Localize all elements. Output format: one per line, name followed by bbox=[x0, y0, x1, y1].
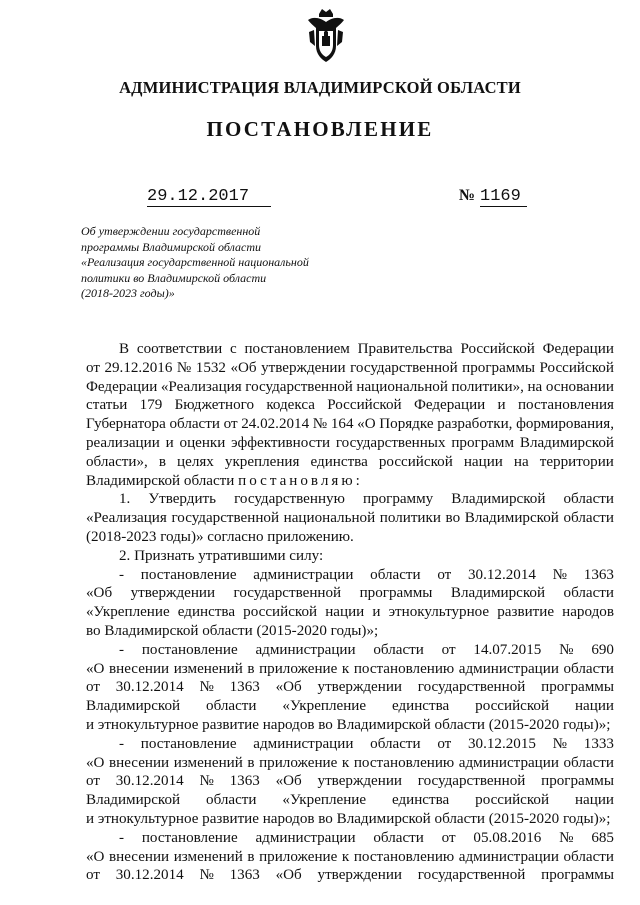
body-line: и этнокультурное развитие народов во Владимирской области (2015-2020 годы)»; bbox=[86, 716, 611, 733]
org-name: АДМИНИСТРАЦИЯ ВЛАДИМИРСКОЙ ОБЛАСТИ bbox=[119, 78, 521, 97]
word: области bbox=[206, 698, 257, 715]
word: № bbox=[312, 416, 328, 433]
word: № bbox=[559, 641, 574, 658]
word: в bbox=[247, 660, 255, 677]
subject-line: Об утверждении государственной bbox=[81, 224, 261, 238]
word: оценки bbox=[179, 434, 226, 451]
word: - bbox=[119, 566, 125, 583]
body-line: и этнокультурное развитие народов во Владимирской области (2015-2020 годы)»; bbox=[86, 810, 611, 827]
word: «О bbox=[357, 416, 376, 433]
word: Правительства bbox=[357, 341, 453, 357]
body-line bbox=[119, 566, 614, 585]
word: утверждении bbox=[317, 867, 402, 884]
word: эффективности bbox=[231, 434, 331, 451]
body-line bbox=[86, 396, 614, 415]
word: от bbox=[223, 416, 238, 433]
word: «О bbox=[86, 660, 105, 677]
word: кодекса bbox=[266, 397, 315, 414]
word: Утвердить bbox=[148, 491, 217, 508]
word: нации bbox=[574, 792, 614, 809]
word: 1363 bbox=[229, 773, 260, 790]
word: 30.12.2014 bbox=[115, 679, 184, 696]
body-line bbox=[86, 453, 614, 472]
word: развитие bbox=[497, 604, 555, 621]
body-line bbox=[86, 434, 614, 453]
word: государственную bbox=[234, 491, 345, 508]
body-line bbox=[86, 678, 614, 697]
word: постановление bbox=[140, 735, 237, 752]
word: Федерации bbox=[413, 397, 486, 414]
word: территории bbox=[539, 453, 614, 470]
word: укрепления bbox=[224, 453, 300, 470]
body-line bbox=[86, 848, 614, 867]
word: области bbox=[206, 792, 257, 809]
word: Владимирской bbox=[464, 510, 559, 527]
word: постановление bbox=[141, 829, 238, 846]
word: области bbox=[563, 491, 614, 508]
word: администрации bbox=[255, 641, 356, 658]
word: утверждении bbox=[317, 773, 402, 790]
word: области bbox=[563, 660, 614, 677]
doc-number: 1169 bbox=[480, 188, 527, 207]
word: 1363 bbox=[229, 867, 260, 884]
word: нации bbox=[325, 604, 365, 621]
word: и bbox=[372, 604, 381, 621]
word: от bbox=[441, 641, 456, 658]
word: области bbox=[370, 566, 421, 583]
word: внесении bbox=[109, 660, 170, 677]
word: администрации bbox=[458, 754, 559, 771]
word: программы bbox=[541, 867, 614, 884]
word: реализации bbox=[86, 434, 160, 451]
word: области», bbox=[86, 453, 148, 470]
word: государственной bbox=[417, 679, 526, 696]
word: этнокультурное bbox=[388, 604, 490, 621]
word: Федерации bbox=[542, 341, 614, 357]
body-line: (2018-2023 годы)» согласно приложению. bbox=[86, 528, 354, 545]
word: Губернатора bbox=[86, 416, 166, 433]
word: Бюджетного bbox=[174, 397, 254, 414]
word: постановлением bbox=[244, 341, 350, 357]
word: изменений bbox=[173, 660, 243, 677]
word: на bbox=[527, 378, 543, 395]
body-line bbox=[86, 791, 614, 810]
body-line bbox=[86, 866, 614, 885]
coat-of-arms-icon bbox=[303, 6, 349, 64]
subject-line: политики во Владимирской области bbox=[81, 270, 267, 285]
word: № bbox=[199, 679, 214, 696]
word: российской bbox=[378, 453, 453, 470]
word: администрации bbox=[458, 848, 559, 865]
word: «Реализация bbox=[86, 510, 167, 527]
word: Российской bbox=[327, 397, 402, 414]
word: государственных bbox=[335, 434, 446, 451]
word: «Об bbox=[275, 679, 302, 696]
body-line bbox=[119, 340, 614, 359]
word: внесении bbox=[109, 754, 170, 771]
body-line bbox=[86, 359, 614, 378]
word: к bbox=[341, 848, 350, 865]
resolve-word: постановляю: bbox=[238, 472, 363, 489]
word: российской bbox=[475, 698, 550, 715]
word: от bbox=[86, 867, 100, 884]
word: изменений bbox=[173, 754, 243, 771]
word: № bbox=[199, 867, 214, 884]
word: 1333 bbox=[583, 735, 614, 752]
word: приложение bbox=[259, 848, 338, 865]
word: государственной bbox=[350, 359, 458, 376]
word: утверждении bbox=[130, 585, 216, 602]
word: Российской bbox=[460, 341, 535, 357]
word: постановление bbox=[140, 566, 237, 583]
word: государственной bbox=[171, 510, 280, 527]
word: от bbox=[86, 773, 100, 790]
word: Владимирской bbox=[86, 698, 181, 715]
doc-type-title: ПОСТАНОВЛЕНИЕ bbox=[206, 117, 434, 141]
word: программы bbox=[359, 585, 433, 602]
word: Федерации bbox=[86, 378, 158, 395]
word: государственной bbox=[233, 585, 342, 602]
body-text: Владимирской области bbox=[86, 472, 239, 489]
word: 30.12.2015 bbox=[468, 735, 536, 752]
word: программ bbox=[451, 434, 515, 451]
word: «Укрепление bbox=[282, 698, 367, 715]
word: и bbox=[165, 434, 174, 451]
body-line bbox=[86, 772, 614, 791]
body-line bbox=[86, 697, 614, 716]
word: 1363 bbox=[583, 566, 614, 583]
word: государственной bbox=[417, 773, 526, 790]
word: «Об bbox=[230, 359, 257, 376]
word: в bbox=[247, 754, 255, 771]
word: формирования, bbox=[516, 416, 614, 433]
word: постановления bbox=[517, 397, 614, 414]
word: к bbox=[341, 660, 350, 677]
word: от bbox=[437, 566, 452, 583]
word: 30.12.2014 bbox=[115, 773, 184, 790]
word: государственной bbox=[245, 378, 353, 395]
word: единства bbox=[391, 698, 450, 715]
word: целях bbox=[177, 453, 214, 470]
word: 690 bbox=[591, 641, 614, 658]
subject-line: (2018-2023 годы)» bbox=[81, 286, 175, 300]
word: администрации bbox=[253, 735, 354, 752]
word: единства bbox=[391, 792, 450, 809]
word: с bbox=[229, 341, 237, 357]
word: 05.08.2016 bbox=[473, 829, 542, 846]
word: «О bbox=[86, 754, 105, 771]
word: постановлению bbox=[353, 660, 455, 677]
word: «Реализация bbox=[160, 378, 242, 395]
body-line bbox=[86, 509, 614, 528]
word: к bbox=[341, 754, 350, 771]
word: статьи bbox=[86, 397, 128, 414]
body-line: 2. Признать утратившими силу: bbox=[119, 547, 324, 564]
word: 164 bbox=[330, 416, 354, 433]
word: приложение bbox=[259, 754, 338, 771]
word: во bbox=[445, 510, 461, 527]
word: - bbox=[119, 829, 125, 846]
body-line bbox=[86, 378, 614, 397]
word: «Укрепление bbox=[86, 604, 170, 621]
word: программы bbox=[541, 679, 614, 696]
word: программы bbox=[541, 773, 614, 790]
word: и bbox=[497, 397, 506, 414]
word: 1. bbox=[119, 491, 131, 508]
word: Российской bbox=[539, 359, 614, 376]
body-line bbox=[86, 754, 614, 773]
word: № bbox=[552, 566, 568, 583]
word: в bbox=[158, 453, 166, 470]
word: утверждении bbox=[261, 359, 346, 376]
subject-block bbox=[81, 224, 351, 302]
body-line bbox=[86, 415, 614, 434]
word: 1532 bbox=[195, 359, 226, 376]
word: 30.12.2014 bbox=[115, 867, 184, 884]
word: В bbox=[119, 341, 130, 357]
body-line bbox=[86, 472, 614, 491]
word: изменений bbox=[173, 848, 243, 865]
word: программу bbox=[362, 491, 434, 508]
word: «Об bbox=[275, 867, 302, 884]
word: № bbox=[176, 359, 192, 376]
word: Владимирской bbox=[451, 491, 546, 508]
body-line bbox=[86, 584, 614, 603]
word: области bbox=[563, 848, 614, 865]
word: 685 bbox=[591, 829, 614, 846]
word: соответствии bbox=[136, 341, 223, 357]
word: «Укрепление bbox=[282, 792, 367, 809]
word: 14.07.2015 bbox=[473, 641, 542, 658]
word: администрации bbox=[253, 566, 354, 583]
word: Владимирской bbox=[519, 434, 614, 451]
word: национальной bbox=[356, 378, 448, 395]
word: 30.12.2014 bbox=[468, 566, 536, 583]
word: постановлению bbox=[353, 848, 455, 865]
word: утверждении bbox=[317, 679, 402, 696]
number-label: № bbox=[459, 187, 476, 204]
word: области bbox=[373, 641, 424, 658]
document-body bbox=[86, 340, 614, 885]
body-line bbox=[119, 735, 614, 754]
word: на bbox=[513, 453, 529, 470]
body-line bbox=[86, 603, 614, 622]
word: Владимирской bbox=[86, 792, 181, 809]
body-line bbox=[119, 641, 614, 660]
word: «О bbox=[86, 848, 105, 865]
word: единства bbox=[177, 604, 236, 621]
word: от bbox=[86, 359, 100, 376]
word: единства bbox=[310, 453, 368, 470]
body-line bbox=[119, 829, 614, 848]
word: области bbox=[370, 735, 421, 752]
word: «Об bbox=[86, 585, 113, 602]
word: от bbox=[437, 735, 452, 752]
word: 179 bbox=[139, 397, 163, 414]
word: - bbox=[119, 735, 125, 752]
word: приложение bbox=[259, 660, 338, 677]
word: нации bbox=[463, 453, 503, 470]
word: 29.12.2016 bbox=[104, 359, 173, 376]
word: области bbox=[169, 416, 220, 433]
subject-line: «Реализация государственной национальной bbox=[81, 255, 309, 269]
body-line: во Владимирской области (2015-2020 годы)»; bbox=[86, 622, 379, 639]
word: области bbox=[563, 585, 614, 602]
word: «Об bbox=[275, 773, 302, 790]
word: политики bbox=[379, 510, 441, 527]
word: внесении bbox=[109, 848, 170, 865]
word: российской bbox=[475, 792, 550, 809]
word: программы bbox=[462, 359, 536, 376]
word: Порядке bbox=[379, 416, 434, 433]
word: российской bbox=[243, 604, 318, 621]
word: - bbox=[119, 641, 125, 658]
word: государственной bbox=[417, 867, 526, 884]
body-line bbox=[86, 660, 614, 679]
word: от bbox=[86, 679, 100, 696]
word: 24.02.2014 bbox=[241, 416, 310, 433]
word: № bbox=[199, 773, 214, 790]
word: постановление bbox=[141, 641, 238, 658]
body-line bbox=[119, 490, 614, 509]
word: в bbox=[247, 848, 255, 865]
word: администрации bbox=[458, 660, 559, 677]
word: области bbox=[563, 510, 614, 527]
word: национальной bbox=[283, 510, 376, 527]
subject-line: программы Владимирской области bbox=[81, 239, 261, 254]
word: № bbox=[552, 735, 568, 752]
word: разработки, bbox=[437, 416, 513, 433]
word: области bbox=[563, 754, 614, 771]
word: администрации bbox=[255, 829, 356, 846]
word: основании bbox=[545, 378, 614, 395]
word: нации bbox=[574, 698, 614, 715]
word: Владимирской bbox=[450, 585, 546, 602]
word: постановлению bbox=[353, 754, 455, 771]
word: народов bbox=[562, 604, 614, 621]
word: 1363 bbox=[229, 679, 260, 696]
word: № bbox=[559, 829, 574, 846]
word: области bbox=[373, 829, 424, 846]
word: от bbox=[441, 829, 456, 846]
word: политики», bbox=[451, 378, 524, 395]
doc-date: 29.12.2017 bbox=[147, 188, 271, 207]
